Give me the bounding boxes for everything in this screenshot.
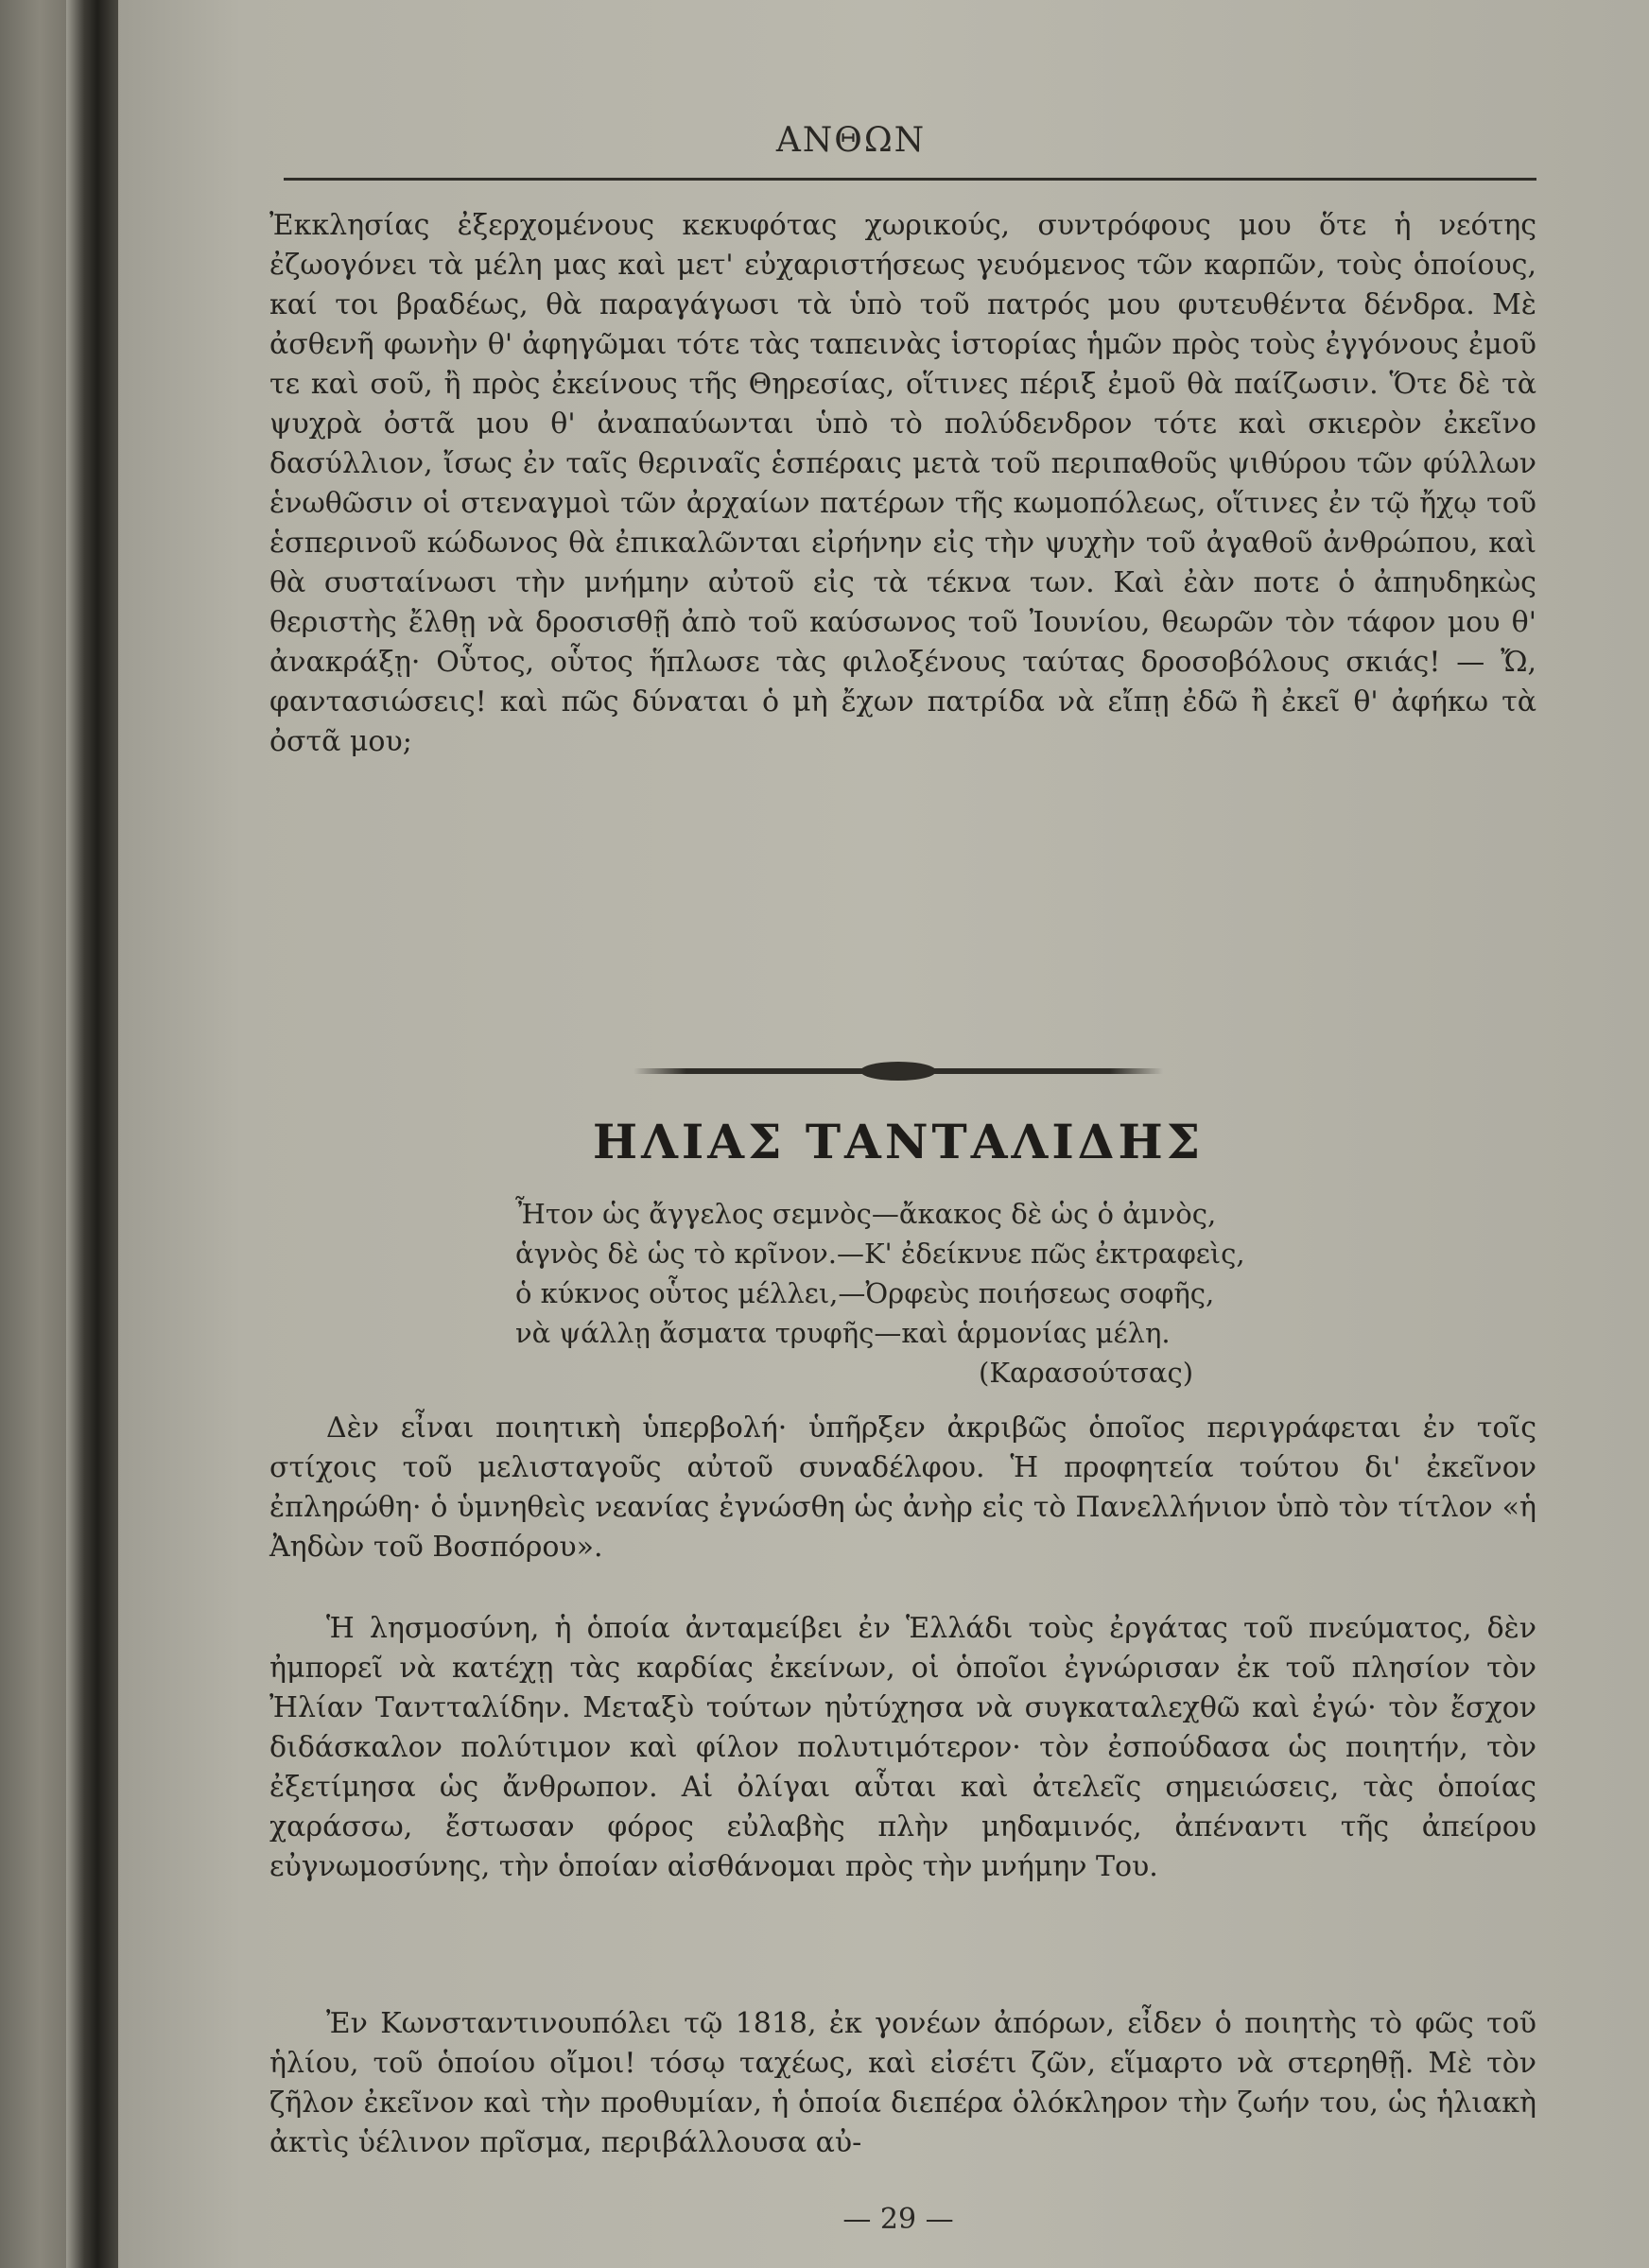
epigraph [515, 1194, 1423, 1393]
ornamental-divider [634, 1068, 1163, 1074]
header-rule [284, 178, 1536, 181]
epigraph-line: Ἦτον ὡς ἄγγελος σεμνὸς—ἄκακος δὲ ὡς ὁ ἀμνὸς, [515, 1198, 1217, 1230]
intro-paragraph: Ἐκκλησίας ἐξερχομένους κεκυφότας χωρικούς, συντρόφους μου ὅτε ἡ νεότης ἐζωογόνει τὰ μέλη μας καὶ μετ' εὐχαριστήσεως γευόμενος τῶν καρπῶν, τοὺς ὁποίους, καί τοι βραδέως, θὰ παραγάγωσι τὰ ὑπὸ τοῦ πατρός μου φυτευθέντα δένδρα. Μὲ ἀσθενῆ φωνὴν θ' ἀφηγῶμαι τότε τὰς ταπεινὰς ἱστορίας ἡμῶν πρὸς τοὺς ἐγγόνους ἐμοῦ τε καὶ σοῦ, ἢ πρὸς ἐκείνους τῆς Θηρεσίας, οἵτινες πέριξ ἐμοῦ θὰ παίζωσιν. Ὅτε δὲ τὰ ψυχρὰ ὀστᾶ μου θ' ἀναπαύωνται ὑπὸ τὸ πολύδενδρον τότε καὶ σκιερὸν ἐκεῖνο δασύλλιον, ἴσως ἐν ταῖς θεριναῖς ἑσπέραις μετὰ τοῦ περιπαθοῦς ψιθύρου τῶν φύλλων ἑνωθῶσιν οἱ στεναγμοὶ τῶν ἀρχαίων πατέρων τῆς κωμοπόλεως, οἵτινες ἐν τῷ ἤχῳ τοῦ ἑσπερινοῦ κώδωνος θὰ ἐπικαλῶνται εἰρήνην εἰς τὴν ψυχὴν τοῦ ἀγαθοῦ ἀνθρώπου, καὶ θὰ συσταίνωσι τὴν μνήμην αὐτοῦ εἰς τὰ τέκνα των. Καὶ ἐὰν ποτε ὁ ἀπηυδηκὼς θεριστὴς ἔλθῃ νὰ δροσισθῇ ἀπὸ τοῦ καύσωνος τοῦ Ἰουνίου, θεωρῶν τὸν τάφον μου θ' ἀνακράξῃ· Οὗτος, οὗτος ἥπλωσε τὰς φιλοξένους ταύτας δροσοβόλους σκιάς! — Ὤ, φαντασιώσεις! καὶ πῶς δύναται ὁ μὴ ἔχων πατρίδα νὰ εἴπῃ ἐδῶ ἢ ἐκεῖ θ' ἀφήκω τὰ ὀστᾶ μου; [269, 209, 1536, 758]
epigraph-attribution: (Καρασούτσας) [979, 1357, 1194, 1389]
page-number: — 29 — [842, 2203, 954, 2236]
section-title: ΗΛΙΑΣ ΤΑΝΤΑΛΙΔΗΣ [592, 1114, 1205, 1169]
body-paragraph: Δὲν εἶναι ποιητικὴ ὑπερβολή· ὑπῆρξεν ἀκριβῶς ὁποῖος περιγράφεται ἐν τοῖς στίχοις τοῦ μελισταγοῦς αὐτοῦ συναδέλφου. Ἡ προφητεία τούτου δι' ἐκεῖνον ἐπληρώθη· ὁ ὑμνηθεὶς νεανίας ἐγνώσθη ὡς ἀνὴρ εἰς τὸ Πανελλήνιον ὑπὸ τὸν τίτλον «ἡ Ἀηδὼν τοῦ Βοσπόρου». [269, 1411, 1536, 1564]
scan-left-edge [0, 0, 66, 2268]
book-gutter [66, 0, 118, 2268]
epigraph-line: νὰ ψάλλῃ ἄσματα τρυφῆς—καὶ ἁρμονίας μέλη. [515, 1317, 1171, 1349]
running-title: ΑΝΘΩΝ [775, 121, 927, 160]
body-paragraph: Ἡ λησμοσύνη, ἡ ὁποία ἀνταμείβει ἐν Ἑλλάδι τοὺς ἐργάτας τοῦ πνεύματος, δὲν ἠμπορεῖ νὰ κατέχῃ τὰς καρδίας ἐκείνων, οἱ ὁποῖοι ἐγνώρισαν ἐκ τοῦ πλησίον τὸν Ἠλίαν Ταντταλίδην. Μεταξὺ τούτων ηὐτύχησα νὰ συγκαταλεχθῶ καὶ ἐγώ· τὸν ἔσχον διδάσκαλον πολύτιμον καὶ φίλον πολυτιμότερον· τὸν ἐσπούδασα ὡς ποιητήν, τὸν ἐξετίμησα ὡς ἄνθρωπον. Αἱ ὀλίγαι αὗται καὶ ἀτελεῖς σημειώσεις, τὰς ὁποίας χαράσσω, ἔστωσαν φόρος εὐλαβὴς πλὴν μηδαμινός, ἀπέναντι τῆς ἀπείρου εὐγνωμοσύνης, τὴν ὁποίαν αἰσθάνομαι πρὸς τὴν μνήμην Του. [269, 1612, 1536, 1883]
epigraph-line: ἁγνὸς δὲ ὡς τὸ κρῖνον.—Κ' ἐδείκνυε πῶς ἐκτραφεὶς, [515, 1238, 1245, 1270]
body-paragraph: Ἐν Κωνσταντινουπόλει τῷ 1818, ἐκ γονέων ἀπόρων, εἶδεν ὁ ποιητὴς τὸ φῶς τοῦ ἡλίου, τοῦ ὁποίου οἴμοι! τόσῳ ταχέως, καὶ εἰσέτι ζῶν, εἵμαρτο νὰ στερηθῇ. Μὲ τὸν ζῆλον ἐκεῖνον καὶ τὴν προθυμίαν, ἡ ὁποία διεπέρα ὁλόκληρον τὴν ζωήν του, ὡς ἡλιακὴ ἀκτὶς ὑέλινον πρῖσμα, περιβάλλουσα αὐ- [269, 2007, 1536, 2159]
epigraph-line: ὁ κύκνος οὗτος μέλλει,—Ὀρφεὺς ποιήσεως σοφῆς, [515, 1277, 1215, 1309]
